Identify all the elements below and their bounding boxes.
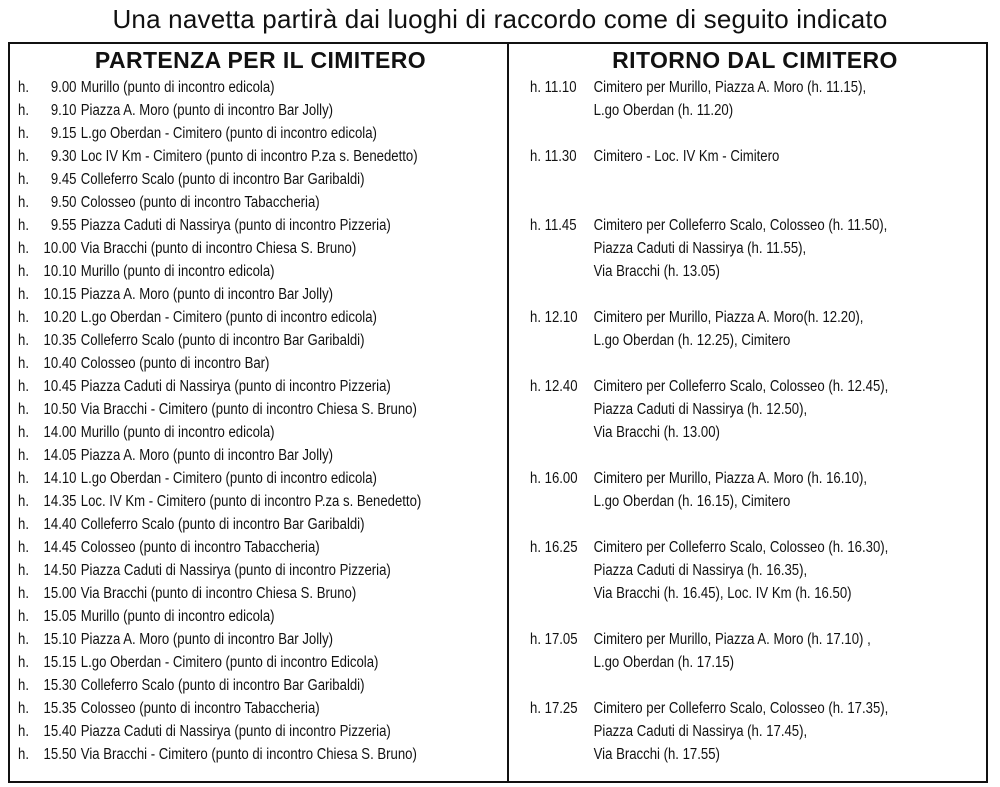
departure-time: 10.15 bbox=[43, 286, 77, 303]
departure-time: 9.10 bbox=[50, 102, 77, 119]
return-time: h. 12.40 bbox=[530, 378, 578, 395]
departure-time: 10.50 bbox=[43, 401, 77, 418]
return-route: L.go Oberdan (h. 12.25), Cimitero bbox=[593, 332, 791, 349]
departure-stop: L.go Oberdan - Cimitero (punto di incontro Edicola) bbox=[80, 654, 379, 671]
departure-time: 14.10 bbox=[43, 470, 77, 487]
departure-time: 10.35 bbox=[43, 332, 77, 349]
departure-row bbox=[18, 398, 500, 421]
departure-stop: Piazza Caduti di Nassirya (punto di incontro Pizzeria) bbox=[80, 217, 391, 234]
return-route: Cimitero per Murillo, Piazza A. Moro (h. 17.10) , bbox=[593, 631, 871, 648]
hour-prefix: h. bbox=[18, 516, 29, 533]
return-time bbox=[530, 720, 594, 743]
return-line bbox=[530, 145, 977, 168]
departure-row bbox=[18, 168, 500, 191]
return-line bbox=[530, 260, 977, 283]
departure-stop: L.go Oberdan - Cimitero (punto di incontro edicola) bbox=[80, 470, 377, 487]
hour-prefix: h. bbox=[18, 677, 29, 694]
departure-row bbox=[18, 628, 500, 651]
departure-row bbox=[18, 283, 500, 306]
departure-row bbox=[18, 237, 500, 260]
departure-stop: L.go Oberdan - Cimitero (punto di incontro edicola) bbox=[80, 125, 377, 142]
hour-prefix: h. bbox=[18, 217, 29, 234]
departure-stop: Murillo (punto di incontro edicola) bbox=[80, 79, 275, 96]
hour-prefix: h. bbox=[18, 263, 29, 280]
return-entry bbox=[530, 76, 977, 122]
return-route: Cimitero per Murillo, Piazza A. Moro (h. 11.15), bbox=[593, 79, 867, 96]
return-time: h. 11.45 bbox=[530, 217, 577, 234]
departure-row bbox=[18, 421, 500, 444]
departure-time: 9.00 bbox=[50, 79, 77, 96]
departures-title: PARTENZA PER IL CIMITERO bbox=[94, 47, 427, 73]
departure-stop: Piazza A. Moro (punto di incontro Bar Jolly) bbox=[80, 447, 334, 464]
return-time bbox=[530, 559, 594, 582]
return-time: h. 11.10 bbox=[530, 79, 577, 96]
departure-time: 10.45 bbox=[43, 378, 77, 395]
return-time bbox=[530, 260, 594, 283]
departure-time: 14.45 bbox=[43, 539, 77, 556]
return-route: Cimitero - Loc. IV Km - Cimitero bbox=[593, 148, 780, 165]
return-route: L.go Oberdan (h. 11.20) bbox=[593, 102, 734, 119]
departure-stop: Colleferro Scalo (punto di incontro Bar Garibaldi) bbox=[80, 677, 365, 694]
departure-time: 15.30 bbox=[43, 677, 77, 694]
departure-time: 15.10 bbox=[43, 631, 77, 648]
departure-row bbox=[18, 145, 500, 168]
return-time bbox=[530, 651, 594, 674]
return-route: Piazza Caduti di Nassirya (h. 11.55), bbox=[593, 240, 807, 257]
departure-stop: Colleferro Scalo (punto di incontro Bar Garibaldi) bbox=[80, 516, 365, 533]
departure-stop: Piazza Caduti di Nassirya (punto di incontro Pizzeria) bbox=[80, 378, 391, 395]
return-route: Via Bracchi (h. 13.05) bbox=[593, 263, 720, 280]
hour-prefix: h. bbox=[18, 447, 29, 464]
departure-stop: Piazza A. Moro (punto di incontro Bar Jolly) bbox=[80, 102, 334, 119]
hour-prefix: h. bbox=[18, 401, 29, 418]
departure-row bbox=[18, 467, 500, 490]
departure-time: 15.50 bbox=[43, 746, 77, 763]
departure-time: 15.05 bbox=[43, 608, 77, 625]
departure-time: 14.05 bbox=[43, 447, 77, 464]
hour-prefix: h. bbox=[18, 585, 29, 602]
departure-stop: Loc. IV Km - Cimitero (punto di incontro P.za s. Benedetto) bbox=[80, 493, 422, 510]
departure-time: 14.35 bbox=[43, 493, 77, 510]
return-line bbox=[530, 398, 977, 421]
hour-prefix: h. bbox=[18, 148, 29, 165]
departure-stop: Piazza A. Moro (punto di incontro Bar Jolly) bbox=[80, 631, 334, 648]
return-route: Cimitero per Murillo, Piazza A. Moro(h. 12.20), bbox=[593, 309, 864, 326]
return-line bbox=[530, 559, 977, 582]
hour-prefix: h. bbox=[18, 286, 29, 303]
departure-stop: L.go Oberdan - Cimitero (punto di incontro edicola) bbox=[80, 309, 377, 326]
return-line bbox=[530, 76, 977, 99]
hour-prefix: h. bbox=[18, 470, 29, 487]
departure-stop: Loc IV Km - Cimitero (punto di incontro P.za s. Benedetto) bbox=[80, 148, 418, 165]
return-time bbox=[530, 421, 594, 444]
return-time: h. 16.00 bbox=[530, 470, 578, 487]
departure-stop: Via Bracchi - Cimitero (punto di incontro Chiesa S. Bruno) bbox=[80, 746, 417, 763]
departure-time: 9.30 bbox=[50, 148, 77, 165]
return-line bbox=[530, 329, 977, 352]
departure-row bbox=[18, 720, 500, 743]
return-line bbox=[530, 467, 977, 490]
return-time bbox=[530, 329, 594, 352]
departure-row bbox=[18, 329, 500, 352]
departure-row bbox=[18, 352, 500, 375]
departure-row bbox=[18, 513, 500, 536]
return-line bbox=[530, 214, 977, 237]
departure-time: 15.00 bbox=[43, 585, 77, 602]
departure-time: 10.20 bbox=[43, 309, 77, 326]
hour-prefix: h. bbox=[18, 125, 29, 142]
return-entry bbox=[530, 306, 977, 352]
departure-stop: Via Bracchi (punto di incontro Chiesa S. Bruno) bbox=[80, 240, 357, 257]
return-entry bbox=[530, 536, 977, 605]
return-line bbox=[530, 421, 977, 444]
return-time bbox=[530, 743, 594, 766]
return-route: Via Bracchi (h. 17.55) bbox=[593, 746, 720, 763]
return-route: Cimitero per Colleferro Scalo, Colosseo (h. 12.45), bbox=[593, 378, 889, 395]
hour-prefix: h. bbox=[18, 194, 29, 211]
departure-time: 9.15 bbox=[50, 125, 77, 142]
departure-row bbox=[18, 697, 500, 720]
return-time bbox=[530, 398, 594, 421]
departure-time: 10.00 bbox=[43, 240, 77, 257]
departures-list bbox=[18, 76, 503, 766]
departure-stop: Via Bracchi (punto di incontro Chiesa S. Bruno) bbox=[80, 585, 357, 602]
hour-prefix: h. bbox=[18, 240, 29, 257]
return-time bbox=[530, 237, 594, 260]
return-line bbox=[530, 628, 977, 651]
hour-prefix: h. bbox=[18, 746, 29, 763]
hour-prefix: h. bbox=[18, 102, 29, 119]
departure-row bbox=[18, 536, 500, 559]
return-time: h. 11.30 bbox=[530, 148, 577, 165]
departure-row bbox=[18, 605, 500, 628]
departure-stop: Colosseo (punto di incontro Tabaccheria) bbox=[80, 194, 320, 211]
departure-time: 9.55 bbox=[50, 217, 77, 234]
return-line bbox=[530, 490, 977, 513]
returns-column bbox=[530, 44, 980, 766]
departure-stop: Murillo (punto di incontro edicola) bbox=[80, 608, 275, 625]
departure-row bbox=[18, 651, 500, 674]
return-line bbox=[530, 697, 977, 720]
hour-prefix: h. bbox=[18, 378, 29, 395]
hour-prefix: h. bbox=[18, 700, 29, 717]
returns-list bbox=[530, 76, 980, 766]
departure-row bbox=[18, 490, 500, 513]
departures-column bbox=[18, 44, 503, 766]
hour-prefix: h. bbox=[18, 424, 29, 441]
departure-time: 15.40 bbox=[43, 723, 77, 740]
hour-prefix: h. bbox=[18, 355, 29, 372]
hour-prefix: h. bbox=[18, 562, 29, 579]
departure-time: 10.40 bbox=[43, 355, 77, 372]
hour-prefix: h. bbox=[18, 309, 29, 326]
departure-stop: Murillo (punto di incontro edicola) bbox=[80, 424, 275, 441]
return-time: h. 16.25 bbox=[530, 539, 578, 556]
return-entry bbox=[530, 375, 977, 444]
departure-time: 14.40 bbox=[43, 516, 77, 533]
returns-title: RITORNO DAL CIMITERO bbox=[612, 47, 898, 73]
return-line bbox=[530, 306, 977, 329]
return-route: L.go Oberdan (h. 17.15) bbox=[593, 654, 735, 671]
departure-time: 10.10 bbox=[43, 263, 77, 280]
return-time: h. 17.25 bbox=[530, 700, 578, 717]
return-time bbox=[530, 582, 594, 605]
departure-stop: Colosseo (punto di incontro Tabaccheria) bbox=[80, 700, 320, 717]
hour-prefix: h. bbox=[18, 171, 29, 188]
departure-row bbox=[18, 674, 500, 697]
return-route: Via Bracchi (h. 16.45), Loc. IV Km (h. 16.50) bbox=[593, 585, 852, 602]
hour-prefix: h. bbox=[18, 539, 29, 556]
hour-prefix: h. bbox=[18, 332, 29, 349]
departure-time: 14.50 bbox=[43, 562, 77, 579]
return-line bbox=[530, 536, 977, 559]
page-headline: Una navetta partirà dai luoghi di raccordo come di seguito indicato bbox=[112, 4, 888, 34]
departure-row bbox=[18, 743, 500, 766]
departure-stop: Via Bracchi - Cimitero (punto di incontro Chiesa S. Bruno) bbox=[80, 401, 417, 418]
return-time: h. 12.10 bbox=[530, 309, 578, 326]
departure-row bbox=[18, 306, 500, 329]
hour-prefix: h. bbox=[18, 493, 29, 510]
return-route: Cimitero per Colleferro Scalo, Colosseo (h. 16.30), bbox=[593, 539, 889, 556]
departure-row bbox=[18, 375, 500, 398]
return-time: h. 17.05 bbox=[530, 631, 578, 648]
departure-stop: Colosseo (punto di incontro Tabaccheria) bbox=[80, 539, 320, 556]
departure-time: 14.00 bbox=[43, 424, 77, 441]
return-route: Cimitero per Murillo, Piazza A. Moro (h. 16.10), bbox=[593, 470, 868, 487]
return-line bbox=[530, 651, 977, 674]
departure-time: 9.45 bbox=[50, 171, 77, 188]
return-route: L.go Oberdan (h. 16.15), Cimitero bbox=[593, 493, 791, 510]
return-time bbox=[530, 99, 594, 122]
departure-row bbox=[18, 214, 500, 237]
departure-stop: Piazza A. Moro (punto di incontro Bar Jolly) bbox=[80, 286, 334, 303]
departure-row bbox=[18, 191, 500, 214]
return-route: Cimitero per Colleferro Scalo, Colosseo (h. 17.35), bbox=[593, 700, 889, 717]
departure-time: 15.15 bbox=[43, 654, 77, 671]
return-entry bbox=[530, 214, 977, 283]
departure-row bbox=[18, 559, 500, 582]
departure-row bbox=[18, 76, 500, 99]
return-entry bbox=[530, 145, 977, 168]
return-line bbox=[530, 375, 977, 398]
return-entry bbox=[530, 697, 977, 766]
departure-stop: Piazza Caduti di Nassirya (punto di incontro Pizzeria) bbox=[80, 723, 391, 740]
departure-stop: Colleferro Scalo (punto di incontro Bar Garibaldi) bbox=[80, 332, 365, 349]
departure-stop: Piazza Caduti di Nassirya (punto di incontro Pizzeria) bbox=[80, 562, 391, 579]
hour-prefix: h. bbox=[18, 723, 29, 740]
return-route: Via Bracchi (h. 13.00) bbox=[593, 424, 720, 441]
departure-time: 9.50 bbox=[50, 194, 77, 211]
column-divider bbox=[507, 44, 509, 781]
return-time bbox=[530, 490, 594, 513]
departure-row bbox=[18, 99, 500, 122]
departure-row bbox=[18, 122, 500, 145]
return-route: Piazza Caduti di Nassirya (h. 16.35), bbox=[593, 562, 808, 579]
hour-prefix: h. bbox=[18, 654, 29, 671]
return-line bbox=[530, 99, 977, 122]
return-route: Cimitero per Colleferro Scalo, Colosseo (h. 11.50), bbox=[593, 217, 888, 234]
departure-stop: Colosseo (punto di incontro Bar) bbox=[80, 355, 270, 372]
departure-row bbox=[18, 582, 500, 605]
return-line bbox=[530, 743, 977, 766]
hour-prefix: h. bbox=[18, 79, 29, 96]
return-route: Piazza Caduti di Nassirya (h. 12.50), bbox=[593, 401, 808, 418]
return-entry bbox=[530, 467, 977, 513]
hour-prefix: h. bbox=[18, 631, 29, 648]
hour-prefix: h. bbox=[18, 608, 29, 625]
schedule-box bbox=[8, 42, 988, 783]
departure-row bbox=[18, 444, 500, 467]
departure-row bbox=[18, 260, 500, 283]
departure-stop: Colleferro Scalo (punto di incontro Bar Garibaldi) bbox=[80, 171, 365, 188]
return-line bbox=[530, 237, 977, 260]
return-entry bbox=[530, 628, 977, 674]
return-route: Piazza Caduti di Nassirya (h. 17.45), bbox=[593, 723, 808, 740]
departure-stop: Murillo (punto di incontro edicola) bbox=[80, 263, 275, 280]
departure-time: 15.35 bbox=[43, 700, 77, 717]
return-line bbox=[530, 720, 977, 743]
return-line bbox=[530, 582, 977, 605]
